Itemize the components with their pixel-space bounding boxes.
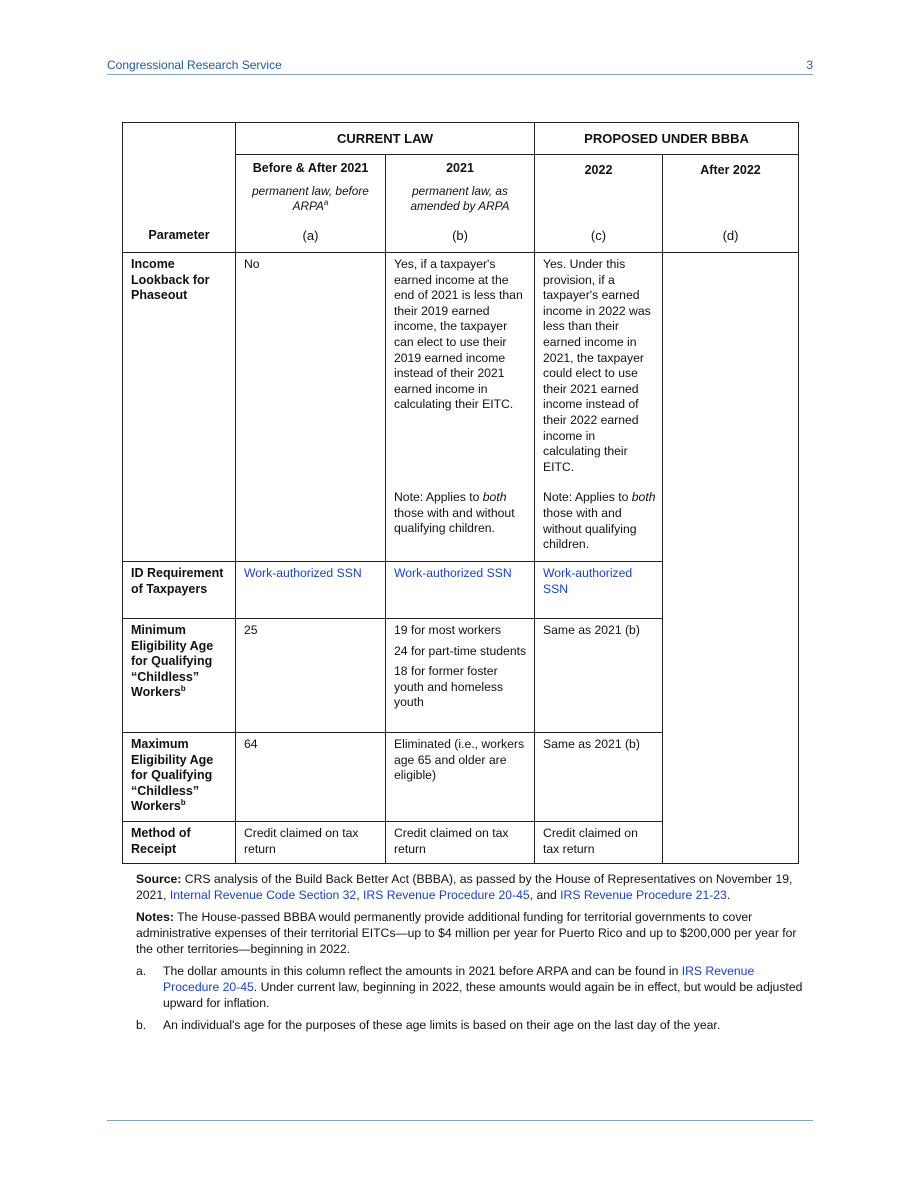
notes-paragraph: Notes: The House-passed BBBA would permanently provide additional funding for territorial governments to cover administrative expenses of their territorial EITCs—up to $4 million per year for Puerto Rico and up to $200,000 per year for the other territories—beginning in 2022. <box>136 910 797 956</box>
link-irc-section-32[interactable]: Internal Revenue Code Section 32 <box>169 888 357 902</box>
table-row <box>123 253 799 562</box>
cell-c: Same as 2021 (b) <box>535 619 663 733</box>
header-org: Congressional Research Service <box>107 58 282 72</box>
parameter-header: Parameter <box>123 123 236 253</box>
footnote-marker: b. <box>136 1018 147 1032</box>
column-c-title: 2022 <box>584 163 613 177</box>
footnote-a: a. The dollar amounts in this column reflect the amounts in 2021 before ARPA and can be found in IRS Revenue Procedure 20-45. Under current law, beginning in 2022, these amounts would again be in effect, but would be adjusted upward for inflation. <box>136 964 803 1010</box>
footer-rule <box>107 1120 813 1121</box>
cell-b-line: 19 for most workers <box>394 623 502 637</box>
column-a-note: permanent law, before ARPA <box>252 183 369 213</box>
column-b-title: 2021 <box>446 161 474 175</box>
row-param: Minimum Eligibility Age for Qualifying “Childless” Workers$^b$ <box>123 619 236 733</box>
row-param: Maximum Eligibility Age for Qualifying “Childless” Workers$^b$ <box>123 733 236 822</box>
page-header <box>107 58 813 74</box>
column-d-letter: (d) <box>722 228 739 244</box>
cell-c-text: Yes. Under this provision, if a taxpayer's earned income in 2022 was less than their earned income in 2021, the taxpayer could elect to use their 2021 earned income instead of their 2022 earned income in calculating their EITC. <box>543 257 651 474</box>
footnote-link-rev-proc-20-45[interactable]: IRS Revenue Procedure 20-45 <box>163 964 755 994</box>
table-notes <box>136 871 808 1039</box>
row-param: Income Lookback for Phaseout <box>123 253 236 562</box>
row-param: ID Requirement of Taxpayers <box>123 562 236 619</box>
column-b-note: permanent law, as amended by ARPA <box>410 183 510 213</box>
footnote-b: b. An individual's age for the purposes of these age limits is based on their age on the last day of the year. <box>136 1018 721 1032</box>
cell-c: Same as 2021 (b) <box>535 733 663 822</box>
cell-b-line: 24 for part-time students <box>394 643 527 658</box>
cell-a: Credit claimed on tax return <box>236 821 386 863</box>
cell-b-line: 18 for former foster youth and homeless youth <box>394 664 504 710</box>
footnote-ref-a: a <box>323 197 329 207</box>
cell-b-note: Note: Applies to both those with and without qualifying children. <box>394 489 515 536</box>
column-header-d <box>663 155 799 253</box>
source-note: Source: CRS analysis of the Build Back Better Act (BBBA), as passed by the House of Representatives on November 19, 2021, Internal Revenue Code Section 32, IRS Revenue Procedure 20-45, and IRS Revenue Procedure 21-23. <box>136 872 793 902</box>
cell-b: Credit claimed on tax return <box>386 821 535 863</box>
link-rev-proc-21-23[interactable]: IRS Revenue Procedure 21-23 <box>560 888 727 902</box>
column-header-a <box>236 155 386 253</box>
header-rule <box>107 74 813 75</box>
comparison-table <box>122 122 799 864</box>
footnote-ref-b: b <box>180 798 186 808</box>
cell-a-link[interactable]: Work-authorized SSN <box>236 562 386 619</box>
cell-c <box>535 253 663 562</box>
cell-b <box>386 253 535 562</box>
footnote-ref-b: b <box>180 684 186 694</box>
cell-b: Eliminated (i.e., workers age 65 and older are eligible) <box>386 733 535 822</box>
cell-c-link[interactable]: Work-authorized SSN <box>535 562 663 619</box>
cell-b-link[interactable]: Work-authorized SSN <box>386 562 535 619</box>
cell-b-text: Yes, if a taxpayer's earned income at the end of 2021 is less than their 2019 earned income, the taxpayer can elect to use their 2019 earned income instead of their 2021 earned income in calculating their EITC. <box>394 257 523 412</box>
cell-a: 25 <box>236 619 386 733</box>
group-proposed: PROPOSED UNDER BBBA <box>535 123 799 155</box>
cell-b <box>386 619 535 733</box>
link-rev-proc-20-45[interactable]: IRS Revenue Procedure 20-45 <box>363 888 530 902</box>
column-a-title: Before & After 2021 <box>252 161 369 175</box>
header-page-number: 3 <box>806 58 813 72</box>
column-b-letter: (b) <box>452 228 468 244</box>
cell-d-empty <box>663 253 799 864</box>
cell-c: Credit claimed on tax return <box>535 821 663 863</box>
column-c-letter: (c) <box>590 228 607 244</box>
column-header-c <box>535 155 663 253</box>
column-a-letter: (a) <box>302 228 319 244</box>
cell-c-note: Note: Applies to both those with and without qualifying children. <box>543 490 656 552</box>
cell-a: 64 <box>236 733 386 822</box>
row-param: Method of Receipt <box>123 821 236 863</box>
column-d-title: After 2022 <box>700 163 761 177</box>
footnote-marker: a. <box>136 964 147 978</box>
group-current-law: CURRENT LAW <box>236 123 535 155</box>
cell-a: No <box>236 253 386 562</box>
column-header-b <box>386 155 535 253</box>
